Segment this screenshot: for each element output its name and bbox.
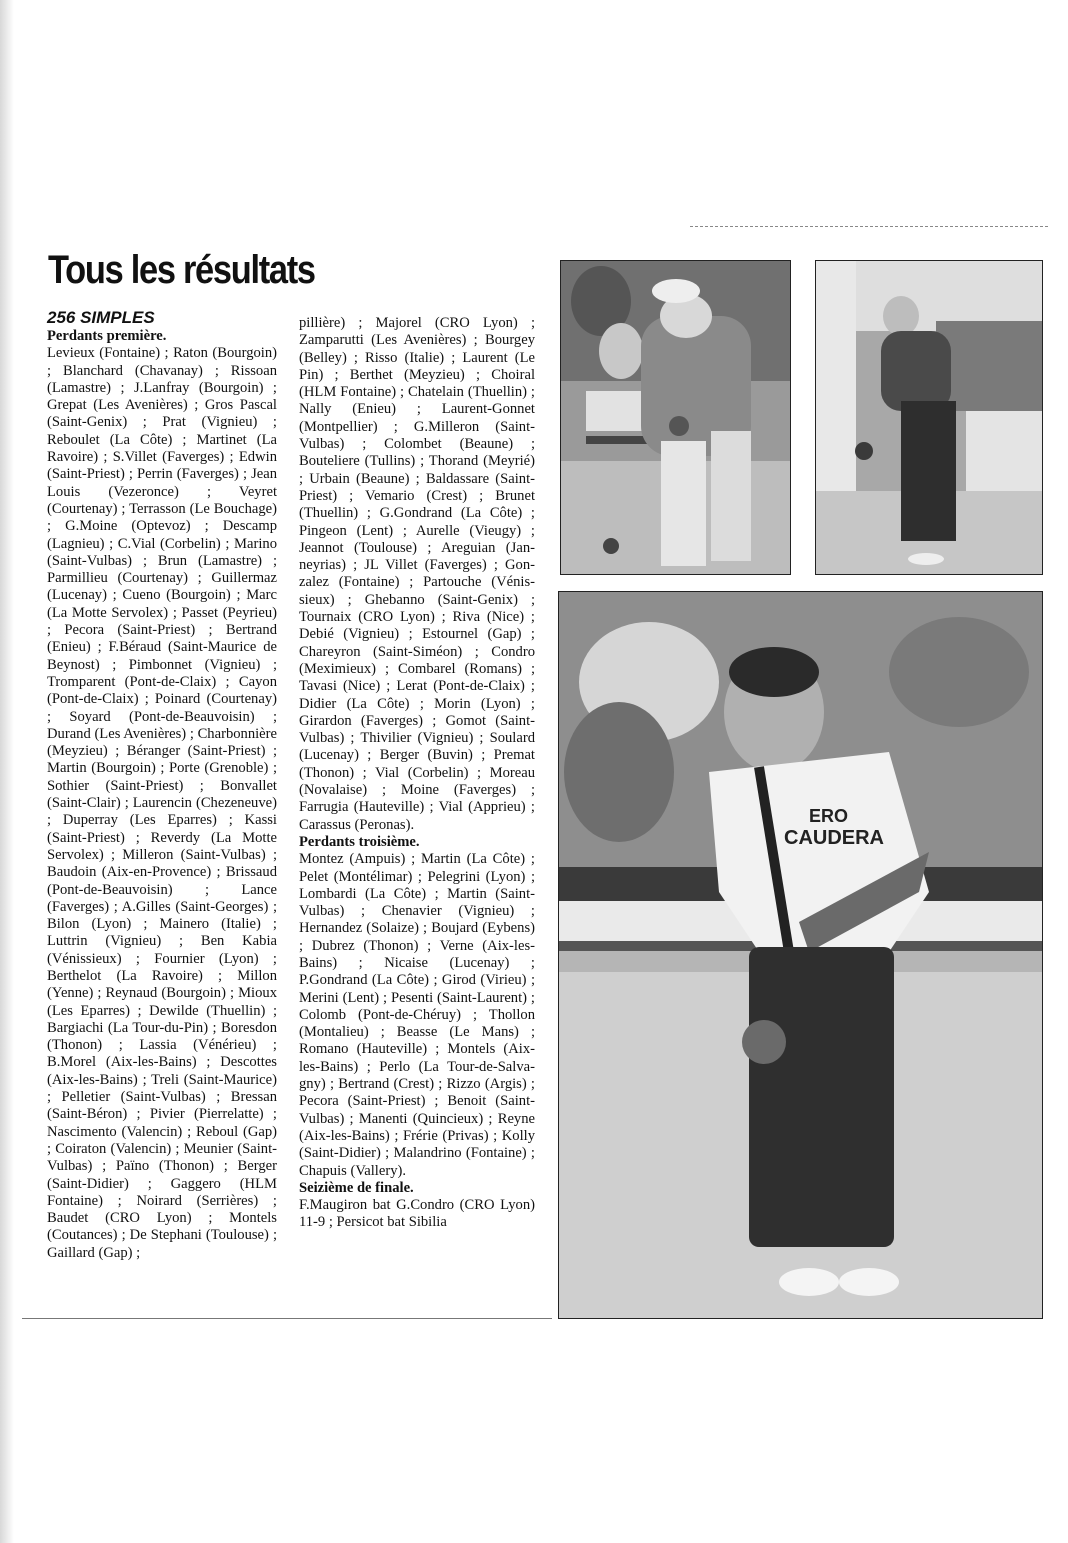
column-bottom-rule	[22, 1318, 552, 1319]
photo-young-player	[815, 260, 1043, 575]
article-title: Tous les résultats	[48, 248, 315, 292]
text-column-left	[47, 308, 277, 1262]
subheading-perdants-troisieme: Perdants troisième.	[299, 833, 420, 850]
section-heading: 256 SIMPLES	[47, 308, 155, 327]
photo-main-player	[558, 591, 1043, 1319]
results-text-premiere-continued: pillière) ; Majorel (CRO Lyon) ; Zamparutti (Les Avenières) ; Bourgey (Belley) ; Risso (Italie) ; Laurent (Le Pin) ; Berthet (Meyzieu) ; Choiral (HLM Fontaine) ; Chatelain (Thuellin) ; Nally (Enieu) ; Laurent-Gonnet (Montpellier) ; G.Milleron (Saint-Vulbas) ; Colombet (Beaune) ; Bouteliere (Tullins) ; Thorand (Meyrié) ; Urbain (Beaune) ; Baldassare (Saint-Priest) ; Vemario (Crest) ; Brunet (Thuellin) ; G.Gondrand (La Côte) ; Pingeon (Lent) ; Aurelle (Vieugy) ; Jeannot (Toulouse) ; Areguian (Janneyrias) ; JL Villet (Faverges) ; Gonzalez (Fontaine) ; Partouche (Vénissieux) ; Ghebanno (Saint-Genix) ; Tournaix (CRO Lyon) ; Riva (Nice) ; Debié (Vignieu) ; Estournel (Gap) ; Chareyron (Saint-Siméon) ; Condro (Meximieux) ; Combarel (Romans) ; Tavasi (Nice) ; Lerat (Pont-de-Claix) ; Didier (La Côte) ; Morin (Lyon) ; Girardon (Faverges) ; Gomot (Saint-Vulbas) ; Thivilier (Vignieu) ; Soulard (Lucenay) ; Berger (Buvin) ; Premat (Thonon) ; Vial (Corbelin) ; Moreau (Novalaise) ; Moine (Faverges) ; Farrugia (Hauteville) ; Vial (Apprieu) ; Carassus (Peronas).	[299, 315, 535, 833]
results-text-seizieme: F.Maugiron bat G.Condro (CRO Lyon) 11-9 ; Persicot bat Sibilia	[299, 1197, 535, 1231]
results-text-premiere: Levieux (Fontaine) ; Raton (Bourgoin) ; Blanchard (Chavanay) ; Rissoan (Lamastre) ; J.Lanfray (Bourgoin) ; Grepat (Les Avenières) ; Gros Pascal (Saint-Genix) ; Prat (Vignieu) ; Reboulet (La Côte) ; Martinet (La Ravoire) ; S.Villet (Faverges) ; Edwin (Saint-Priest) ; Perrin (Faverges) ; Jean Louis (Vezeronce) ; Veyret (Courtenay) ; Terrasson (Le Bouchage) ; G.Moine (Optevoz) ; Descamp (Lagnieu) ; C.Vial (Corbelin) ; Marino (Saint-Vulbas) ; Brun (Lamastre) ; Parmillieu (Courtenay) ; Guillermaz (Lucenay) ; Cueno (Bourgoin) ; Marc (La Motte Servolex) ; Passet (Peyrieu) ; Pecora (Saint-Priest) ; Bertrand (Enieu) ; F.Béraud (Saint-Maurice de Beynost) ; Pimbonnet (Vignieu) ; Tromparent (Pont-de-Claix) ; Cayon (Pont-de-Claix) ; Poinard (Courtenay) ; Soyard (Pont-de-Beauvoisin) ; Durand (Les Avenières) ; Charbonnière (Meyzieu) ; Béranger (Saint-Priest) ; Martin (Bourgoin) ; Porte (Grenoble) ; Sothier (Saint-Priest) ; Bonvallet (Saint-Clair) ; Laurencin (Chezeneuve) ; Duperray (Les Eparres) ; Kassi (Saint-Priest) ; Reverdy (La Motte Servolex) ; Milleron (Saint-Vulbas) ; Baudoin (Aix-en-Provence) ; Brissaud (Pont-de-Beauvoisin) ; Lance (Faverges) ; A.Gilles (Saint-Georges) ; Bilon (Lyon) ; Mainero (Italie) ; Luttrin (Vignieu) ; Ben Kabia (Vénissieux) ; Fournier (Lyon) ; Berthelot (La Ravoire) ; Millon (Yenne) ; Reynaud (Bourgoin) ; Mioux (Les Eparres) ; Dewilde (Thuellin) ; Bargiachi (La Tour-du-Pin) ; Boresdon (Thonon) ; Lassia (Vénérieu) ; B.Morel (Aix-les-Bains) ; Descottes (Aix-les-Bains) ; Treli (Saint-Maurice) ; Pelletier (Saint-Vulbas) ; Bressan (Saint-Béron) ; Pivier (Pierrelatte) ; Nascimento (Valencin) ; Reboul (Gap) ; Coiraton (Valencin) ; Meunier (Saint-Vulbas) ; Païno (Thonon) ; Berger (Saint-Didier) ; Gaggero (HLM Fontaine) ; Noirard (Serrières) ; Baudet (CRO Lyon) ; Montels (Coutances) ; De Stephani (Toulouse) ; Gaillard (Gap) ;	[47, 345, 277, 1261]
photo-player-throwing	[560, 260, 791, 575]
text-column-right	[299, 315, 535, 1232]
jersey-text-top: ERO	[809, 806, 849, 826]
jersey-text-caudera: CAUDERA	[784, 827, 884, 849]
scan-edge	[0, 0, 14, 1543]
subheading-perdants-premiere: Perdants première.	[47, 328, 167, 344]
page-fold-line	[690, 226, 1048, 227]
results-text-troisieme: Montez (Ampuis) ; Martin (La Côte) ; Pelet (Montélimar) ; Pelegrini (Lyon) ; Lombardi (La Côte) ; Martin (Saint-Vulbas) ; Chenavier (Vignieu) ; Hernandez (Solaize) ; Boujard (Eybens) ; Dubrez (Thonon) ; Verne (Aix-les-Bains) ; Nicaise (Lucenay) ; P.Gondrand (La Côte) ; Girod (Virieu) ; Merini (Lent) ; Pesenti (Saint-Laurent) ; Colomb (Pont-de-Chéruy) ; Thollon (Montalieu) ; Beasse (Le Mans) ; Romano (Hauteville) ; Montels (Aix-les-Bains) ; Perlo (La Tour-de-Salvagny) ; Bertrand (Crest) ; Rizzo (Argis) ; Pecora (Saint-Priest) ; Benoit (Saint-Vulbas) ; Manenti (Quincieux) ; Reyne (Aix-les-Bains) ; Frérie (Privas) ; Kolly (Saint-Didier) ; Malandrino (Fontaine) ; Chapuis (Vallery).	[299, 851, 535, 1179]
subheading-seizieme-de-finale: Seizième de finale.	[299, 1179, 414, 1196]
